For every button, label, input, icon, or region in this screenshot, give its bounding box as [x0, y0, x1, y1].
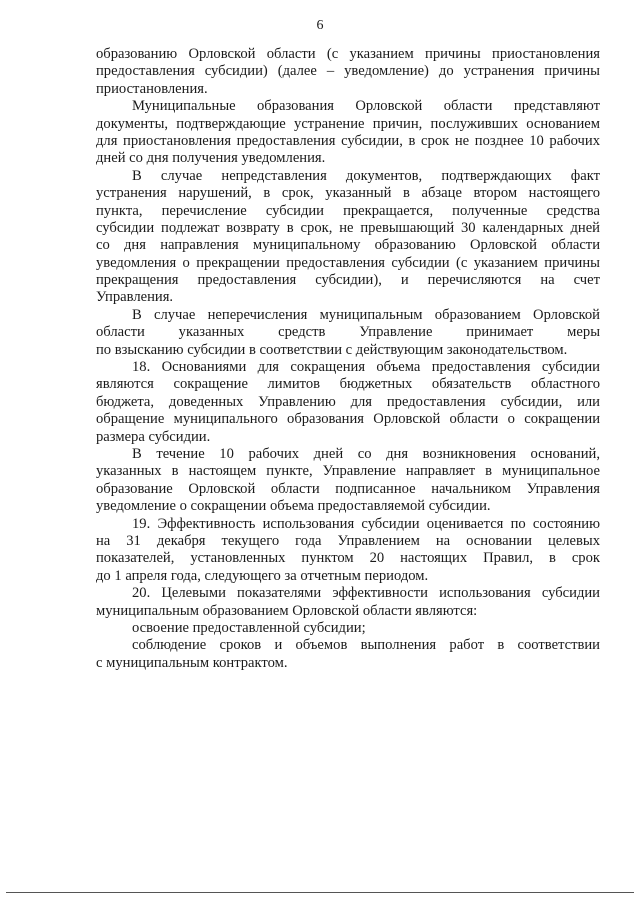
text-line: со дня направления муниципальному образованию Орловской области — [96, 237, 600, 254]
text-line: по взысканию субсидии в соответствии с действующим законодательством. — [96, 341, 568, 358]
paragraph — [96, 307, 600, 359]
paragraph-item-20 — [96, 585, 600, 620]
paragraph — [96, 446, 600, 516]
text-line: В случае непредставления документов, подтверждающих факт — [132, 167, 600, 184]
text-line: субсидии подлежат возврату в срок, не превышающий 30 календарных дней — [96, 219, 600, 236]
text-line: Управления. — [96, 289, 174, 306]
text-line: на 31 декабря текущего года Управлением на основании целевых — [96, 532, 600, 549]
text-line: образование Орловской области подписанное начальником Управления — [96, 480, 600, 497]
text-line: уведомления о прекращении предоставления субсидии (с указанием причины — [96, 254, 600, 271]
indicator-item — [96, 620, 600, 637]
text-line: образованию Орловской области (с указанием причины приостановления — [96, 46, 600, 62]
text-line: предоставления субсидии) (далее – уведомление) до устранения причины — [96, 63, 600, 80]
text-line: В течение 10 рабочих дней со дня возникновения оснований, — [132, 445, 600, 462]
indicator-item — [96, 637, 600, 672]
text-line: до 1 апреля года, следующего за отчетным периодом. — [96, 567, 429, 584]
text-line: бюджета, доведенных Управлению для предоставления субсидии, или — [96, 393, 600, 410]
text-line: размера субсидии. — [96, 428, 211, 445]
bottom-divider — [6, 892, 634, 893]
text-line: 19. Эффективность использования субсидии оценивается по состоянию — [132, 515, 600, 532]
text-line: документы, подтверждающие устранение причин, послуживших основанием — [96, 115, 600, 132]
page-number: 6 — [316, 18, 324, 33]
text-line: пункта, перечисление субсидии прекращается, полученные средства — [96, 202, 600, 219]
paragraph — [96, 168, 600, 307]
text-line: Муниципальные образования Орловской области представляют — [132, 98, 600, 115]
text-line: 20. Целевыми показателями эффективности использования субсидии — [132, 585, 600, 602]
text-line: освоение предоставленной субсидии; — [132, 619, 366, 636]
text-line: муниципальным образованием Орловской области являются: — [96, 602, 478, 619]
text-line: соблюдение сроков и объемов выполнения работ в соответствии — [132, 637, 600, 654]
text-line: обращение муниципального образования Орловской области о сокращении — [96, 411, 600, 428]
text-line: являются сокращение лимитов бюджетных обязательств областного — [96, 376, 600, 393]
text-line: уведомление о сокращении объема предоставляемой субсидии. — [96, 498, 491, 515]
text-line: дней со дня получения уведомления. — [96, 150, 326, 167]
text-line: В случае неперечисления муниципальным образованием Орловской — [132, 306, 600, 323]
text-line: прекращения предоставления субсидии), и перечисляются на счет — [96, 272, 600, 289]
paragraph-item-18 — [96, 359, 600, 446]
paragraph-item-19 — [96, 516, 600, 586]
text-line: с муниципальным контрактом. — [96, 654, 288, 671]
document-body — [96, 46, 600, 672]
text-line: устранения нарушений, в срок, указанный в абзаце втором настоящего — [96, 185, 600, 202]
text-line: показателей, установленных пунктом 20 настоящих Правил, в срок — [96, 550, 600, 567]
text-line: области указанных средств Управление принимает меры — [96, 324, 600, 341]
text-line: приостановления. — [96, 80, 208, 97]
paragraph — [96, 98, 600, 168]
text-line: для приостановления предоставления субсидии, в срок не позднее 10 рабочих — [96, 132, 600, 149]
paragraph — [96, 46, 600, 98]
text-line: указанных в настоящем пункте, Управление направляет в муниципальное — [96, 463, 600, 480]
text-line: 18. Основаниями для сокращения объема предоставления субсидии — [132, 359, 600, 376]
